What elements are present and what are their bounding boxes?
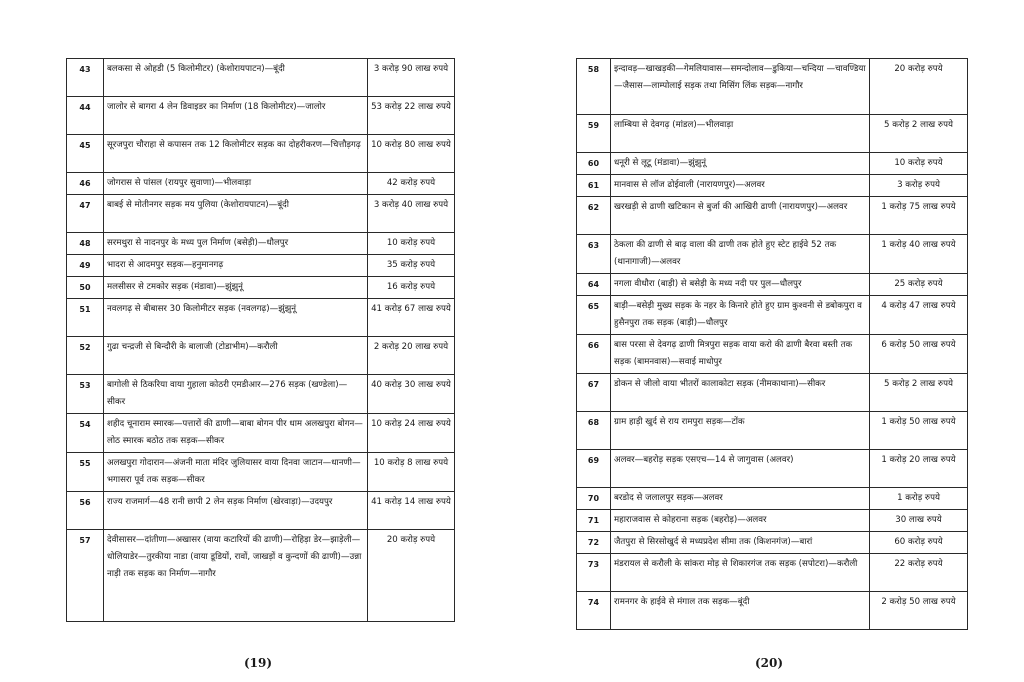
row-number: 45 [67,135,104,173]
table-row [577,450,968,488]
row-description: खरखड़ी से ढाणी खटिकान से बुर्जा की आखिरी ढाणी (नारायणपुर)—अलवर [611,197,870,235]
row-amount: 3 करोड़ 40 लाख रुपये [368,195,455,233]
table-row [577,153,968,175]
row-description: सूरजपुरा चौराहा से कपासन तक 12 किलोमीटर सड़क का दोहरीकरण—चित्तौड़गढ़ [104,135,368,173]
row-number: 49 [67,255,104,277]
table-row [67,492,455,530]
table-row [67,233,455,255]
row-amount: 1 करोड़ 50 लाख रुपये [870,412,968,450]
row-number: 60 [577,153,611,175]
row-description: ठेकला की ढाणी से बाढ़ वाला की ढाणी तक होते हुए स्टेट हाईवे 52 तक (थानागाजी)—अलवर [611,235,870,274]
row-number: 58 [577,59,611,115]
row-number: 69 [577,450,611,488]
table-row [67,173,455,195]
scheme-table-left [66,58,455,622]
row-amount: 2 करोड़ 50 लाख रुपये [870,592,968,630]
row-amount: 35 करोड़ रुपये [368,255,455,277]
right-page [576,58,967,630]
table-row [577,175,968,197]
row-number: 43 [67,59,104,97]
row-number: 55 [67,453,104,492]
row-number: 63 [577,235,611,274]
row-amount: 10 करोड़ 24 लाख रुपये [368,414,455,453]
row-description: शहीद चूनाराम स्मारक—पत्तारों की ढाणी—बाबा बोगन पीर धाम अलखपुरा बोगन—लोठ स्मारक बठोठ तक सड़क—सीकर [104,414,368,453]
row-number: 44 [67,97,104,135]
row-number: 70 [577,488,611,510]
row-number: 48 [67,233,104,255]
row-amount: 10 करोड़ रुपये [368,233,455,255]
table-row [67,255,455,277]
row-amount: 20 करोड़ रुपये [870,59,968,115]
row-amount: 41 करोड़ 67 लाख रुपये [368,299,455,337]
table-row [577,592,968,630]
table-row [577,296,968,335]
row-number: 62 [577,197,611,235]
table-row [577,115,968,153]
row-number: 51 [67,299,104,337]
row-amount: 5 करोड़ 2 लाख रुपये [870,115,968,153]
row-description: बाड़ी—बसेड़ी मुख्य सड़क के नहर के किनारे होते हुए ग्राम कुश्वनी से डबोकपुरा व हुसैनपुरा तक सड़क (बाड़ी)—धौलपुर [611,296,870,335]
row-amount: 42 करोड़ रुपये [368,173,455,195]
row-description: बागोली से ठिकरिया वाया गुहाला कोठरी एमडीआर—276 सड़क (खण्डेला)—सीकर [104,375,368,414]
row-description: महाराजवास से कोहराना सड़क (बहरोड़)—अलवर [611,510,870,532]
row-description: बाबई से मोतीनगर सड़क मय पुलिया (केशोरायपाटन)—बूंदी [104,195,368,233]
row-amount: 60 करोड़ रुपये [870,532,968,554]
row-number: 71 [577,510,611,532]
row-amount: 22 करोड़ रुपये [870,554,968,592]
table-row [67,337,455,375]
row-amount: 20 करोड़ रुपये [368,530,455,622]
row-number: 73 [577,554,611,592]
row-amount: 3 करोड़ रुपये [870,175,968,197]
page-number-right: (20) [755,656,784,670]
row-amount: 5 करोड़ 2 लाख रुपये [870,374,968,412]
row-number: 68 [577,412,611,450]
table-row [577,488,968,510]
row-amount: 3 करोड़ 90 लाख रुपये [368,59,455,97]
table-row [577,274,968,296]
table-row [577,510,968,532]
row-description: इन्दावड़—खाखड़की—गेमलियावास—समन्दोलाव—डुकिया—चन्दिया —चावण्डिया—जैसास—लाम्पोलाई सड़क तथा मिसिंग लिंक सड़क—नागौर [611,59,870,115]
row-amount: 1 करोड़ 40 लाख रुपये [870,235,968,274]
row-description: मानवास से लॉज ढोईवाली (नारायणपुर)—अलवर [611,175,870,197]
row-description: अलवर—बहरोड़ सड़क एसएच—14 से जागुवास (अलवर) [611,450,870,488]
row-number: 57 [67,530,104,622]
table-row [67,97,455,135]
row-amount: 10 करोड़ रुपये [870,153,968,175]
row-amount: 40 करोड़ 30 लाख रुपये [368,375,455,414]
row-number: 72 [577,532,611,554]
row-number: 65 [577,296,611,335]
row-description: सरमथुरा से नादनपुर के मध्य पुल निर्माण (बसेड़ी)—धौलपुर [104,233,368,255]
row-description: देवीसासर—दांतीणा—अखासर (वाया कटारियों की ढाणी)—रोहिड़ा डेर—झाड़ेली—धोलियाडेर—तुरकीया नाडा (वाया डूडियों, रावों, जाखड़ों व कुन्दणों की ढाणी)—उन्ना नाड़ी तक सड़क का निर्माण—नागौर [104,530,368,622]
row-amount: 6 करोड़ 50 लाख रुपये [870,335,968,374]
row-number: 53 [67,375,104,414]
table-row [67,414,455,453]
row-number: 61 [577,175,611,197]
table-row [67,530,455,622]
row-amount: 4 करोड़ 47 लाख रुपये [870,296,968,335]
table-row [67,453,455,492]
row-number: 56 [67,492,104,530]
row-description: जैतपुरा से सिरसोखुर्द से मध्यप्रदेश सीमा तक (किशनगंज)—बारां [611,532,870,554]
table-row [577,197,968,235]
row-number: 47 [67,195,104,233]
row-amount: 1 करोड़ 75 लाख रुपये [870,197,968,235]
table-row [577,412,968,450]
table-row [577,235,968,274]
table-row [67,59,455,97]
row-description: बलकसा से ओहडी (5 किलोमीटर) (केशोरायपाटन)—बूंदी [104,59,368,97]
row-amount: 53 करोड़ 22 लाख रुपये [368,97,455,135]
table-row [67,299,455,337]
row-amount: 2 करोड़ 20 लाख रुपये [368,337,455,375]
table-row [577,374,968,412]
row-description: मंडरायल से करौली के सांकरा मोड़ से शिकारगंज तक सड़क (सपोटरा)—करौली [611,554,870,592]
row-description: बरडोद से जलालपुर सड़क—अलवर [611,488,870,510]
row-description: धनूरी से लूटू (मंडावा)—झुंझुनूं [611,153,870,175]
row-number: 52 [67,337,104,375]
row-description: राज्य राजमार्ग—48 रानी छापी 2 लेन सड़क निर्माण (खेरवाड़ा)—उदयपुर [104,492,368,530]
row-description: नगला वीधौरा (बाड़ी) से बसेड़ी के मध्य नदी पर पुल—धौलपुर [611,274,870,296]
row-amount: 41 करोड़ 14 लाख रुपये [368,492,455,530]
row-number: 59 [577,115,611,153]
table-row [577,532,968,554]
row-description: बास परसा से देवगढ़ ढाणी मित्रपुरा सड़क वाया करो की ढाणी बैरवा बस्ती तक सड़क (बामनवास)—सवाई माधोपुर [611,335,870,374]
row-description: लाम्बिया से देवगढ़ (मांडल)—भीलवाड़ा [611,115,870,153]
table-row [577,554,968,592]
row-number: 46 [67,173,104,195]
table-row [577,335,968,374]
scheme-table-right [576,58,968,630]
row-amount: 16 करोड़ रुपये [368,277,455,299]
row-description: जालोर से बागरा 4 लेन डिवाइडर का निर्माण (18 किलोमीटर)—जालोर [104,97,368,135]
row-description: भादरा से आदमपुर सड़क—हनुमानगढ़ [104,255,368,277]
table-row [67,135,455,173]
row-description: ग्राम हाड़ी खुर्द से राय रामपुरा सड़क—टोंक [611,412,870,450]
row-number: 50 [67,277,104,299]
left-page [66,58,454,622]
row-number: 74 [577,592,611,630]
table-row [67,375,455,414]
row-description: अलखपुरा गोदारान—अंजनी माता मंदिर जुलियासर वाया दिनवा जाटान—धानणी—भगासरा पूर्व तक सड़क—सीकर [104,453,368,492]
row-description: जोगरास से पांसल (रायपुर सुवाणा)—भीलवाड़ा [104,173,368,195]
row-amount: 25 करोड़ रुपये [870,274,968,296]
page-number-left: (19) [244,656,273,670]
row-number: 66 [577,335,611,374]
row-number: 54 [67,414,104,453]
row-number: 64 [577,274,611,296]
row-amount: 1 करोड़ 20 लाख रुपये [870,450,968,488]
table-row [577,59,968,115]
row-description: रामनगर के हाईवे से मंगाल तक सड़क—बूंदी [611,592,870,630]
table-row [67,195,455,233]
row-amount: 10 करोड़ 8 लाख रुपये [368,453,455,492]
row-amount: 10 करोड़ 80 लाख रुपये [368,135,455,173]
table-row [67,277,455,299]
row-description: गुढा चन्द्रजी से बिन्दौरी के बालाजी (टोडाभीम)—करौली [104,337,368,375]
row-description: नवलगढ़ से बीबासर 30 किलोमीटर सड़क (नवलगढ़)—झुंझुनूं [104,299,368,337]
row-description: मलसीसर से टमकोर सड़क (मंडावा)—झुंझुनूं [104,277,368,299]
row-description: डोकन से जीलो वाया भीतरों कालाकोटा सड़क (नीमकाथाना)—सीकर [611,374,870,412]
row-number: 67 [577,374,611,412]
row-amount: 1 करोड़ रुपये [870,488,968,510]
row-amount: 30 लाख रुपये [870,510,968,532]
